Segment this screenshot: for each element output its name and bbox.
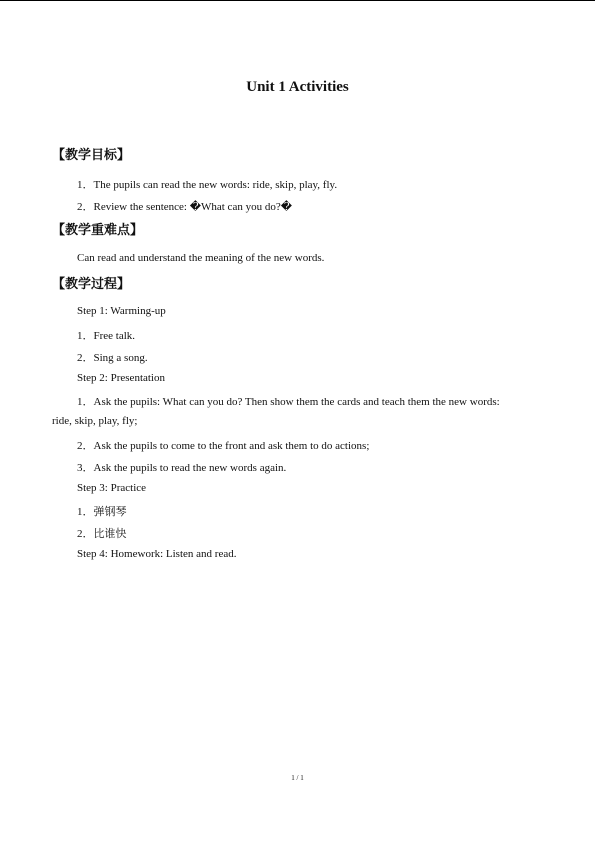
procedure-step-title: Step 2: Presentation — [77, 372, 165, 384]
page-number: 1 / 1 — [291, 774, 304, 782]
procedure-step-title: Step 1: Warming-up — [77, 305, 166, 317]
procedure-line: 2．比谁快 — [77, 528, 127, 540]
procedure-line: 1．Free talk. — [77, 330, 136, 342]
procedure-line-continuation: ride, skip, play, fly; — [52, 415, 138, 427]
objective-item: 1．The pupils can read the new words: ride, skip, play, fly. — [77, 179, 338, 191]
procedure-line: 2．Ask the pupils to come to the front and ask them to do actions; — [77, 440, 370, 452]
procedure-line: 2．Sing a song. — [77, 352, 148, 364]
procedure-step-title: Step 4: Homework: Listen and read. — [77, 548, 237, 560]
key-point-item: Can read and understand the meaning of the new words. — [77, 252, 325, 264]
procedure-line: 1．Ask the pupils: What can you do? Then show them the cards and teach them the new words: — [77, 396, 500, 408]
section-heading-objectives: 【教学目标】 — [52, 148, 131, 163]
procedure-line: 3．Ask the pupils to read the new words again. — [77, 462, 287, 474]
section-heading-procedure: 【教学过程】 — [52, 277, 131, 292]
objective-item: 2．Review the sentence: �What can you do?� — [77, 201, 292, 213]
header-rule — [0, 0, 595, 1]
procedure-step-title: Step 3: Practice — [77, 482, 147, 494]
procedure-line: 1．弹钢琴 — [77, 506, 127, 518]
section-heading-key-points: 【教学重难点】 — [52, 223, 144, 238]
page-title: Unit 1 Activities — [246, 79, 349, 95]
